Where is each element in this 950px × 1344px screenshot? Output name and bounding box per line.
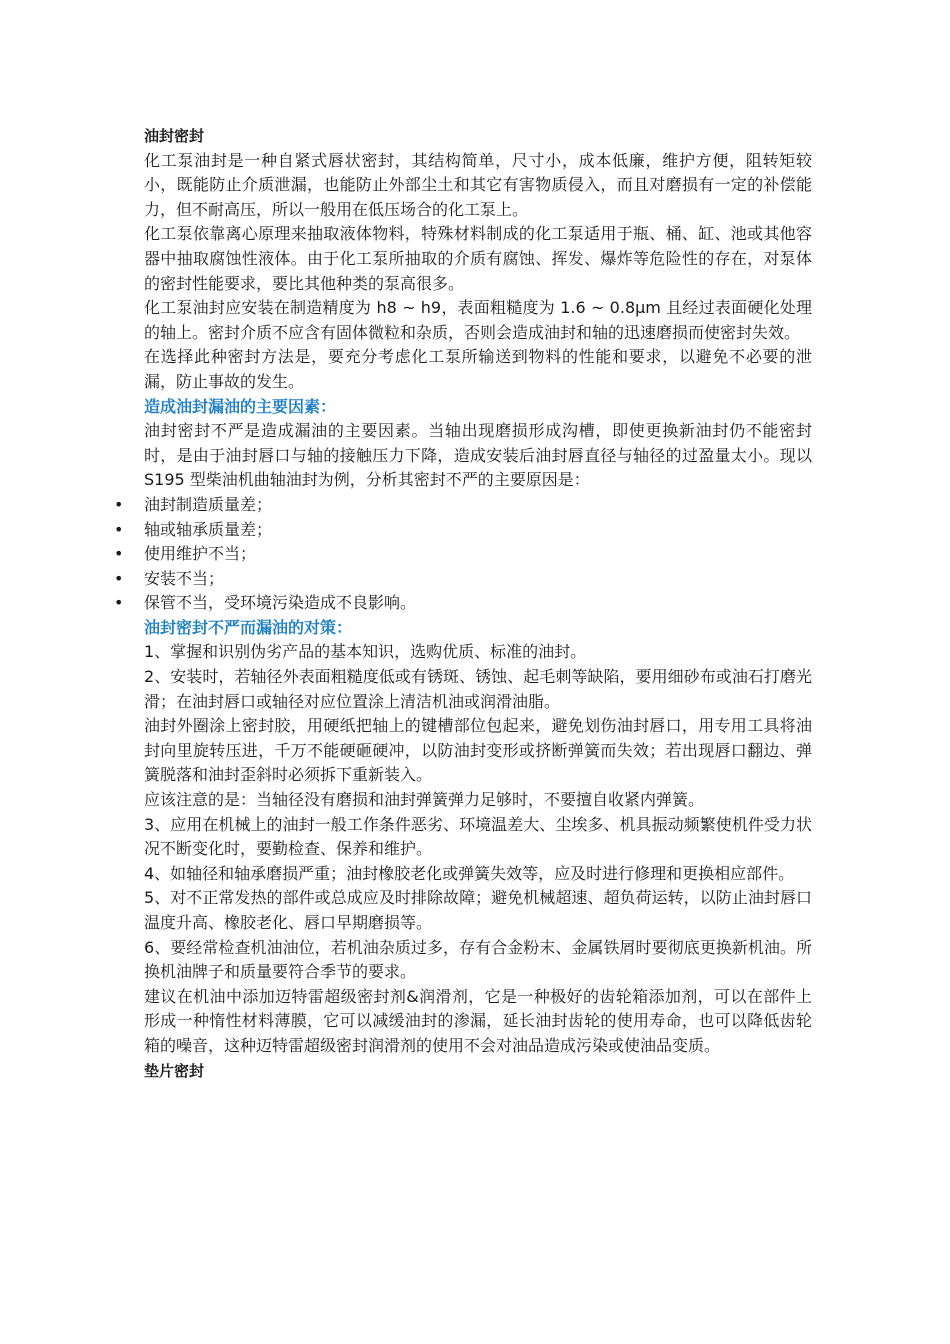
document-body: [114, 124, 812, 1083]
list-item-text: 轴或轴承质量差；: [144, 519, 273, 539]
list-item: [114, 591, 812, 616]
paragraph: 4、如轴径和轴承磨损严重；油封橡胶老化或弹簧失效等，应及时进行修理和更换相应部件。: [144, 863, 795, 883]
heading-countermeasures: 油封密封不严而漏油的对策：: [144, 617, 353, 637]
paragraph: 2、安装时，若轴径外表面粗糙度低或有锈斑、锈蚀、起毛刺等缺陷，要用细砂布或油石打磨光滑；在油封唇口或轴径对应位置涂上清洁机油或润滑油脂。: [144, 667, 812, 711]
cause-list: [114, 493, 812, 616]
list-item-text: 保管不当，受环境污染造成不良影响。: [144, 593, 417, 613]
paragraph: 化工泵油封是一种自紧式唇状密封，其结构简单，尺寸小，成本低廉，维护方便，阻转矩较小，既能防止介质泄漏，也能防止外部尘土和其它有害物质侵入，而且对磨损有一定的补偿能力，但不耐高压，所以一般用在低压场合的化工泵上。: [144, 150, 812, 219]
paragraph: 油封外圈涂上密封胶，用硬纸把轴上的键槽部位包起来，避免划伤油封唇口，用专用工具将油封向里旋转压进，千万不能硬砸硬冲，以防油封变形或挤断弹簧而失效；若出现唇口翻边、弹簧脱落和油封歪斜时必须拆下重新装入。: [144, 716, 812, 785]
list-item-text: 使用维护不当；: [144, 544, 257, 564]
section-title-oil-seal: 油封密封: [144, 127, 205, 145]
paragraph: 3、应用在机械上的油封一般工作条件恶劣、环境温差大、尘埃多、机具振动频繁使机件受力状况不断变化时，要勤检查、保养和维护。: [144, 814, 812, 859]
section-title-gasket-seal: 垫片密封: [144, 1061, 205, 1080]
list-item: [114, 567, 812, 592]
paragraph: 化工泵油封应安装在制造精度为 h8 ~ h9，表面粗糙度为 1.6 ~ 0.8μm 且经过表面硬化处理的轴上。密封介质不应含有固体微粒和杂质，否则会造成油封和轴的迅速磨损而使密封失效。: [144, 298, 812, 342]
paragraph: 应该注意的是：当轴径没有磨损和油封弹簧弹力足够时，不要擅自收紧内弹簧。: [144, 790, 705, 810]
paragraph: 建议在机油中添加迈特雷超级密封剂&润滑剂，它是一种极好的齿轮箱添加剂，可以在部件上形成一种惰性材料薄膜，它可以减缓油封的渗漏，延长油封齿轮的使用寿命，也可以降低齿轮箱的噪音，这种迈特雷超级密封润滑剂的使用不会对油品造成污染或使油品变质。: [144, 986, 812, 1055]
bullet-icon: •: [114, 544, 124, 564]
heading-leak-causes: 造成油封漏油的主要因素：: [144, 396, 337, 416]
paragraph: 5、对不正常发热的部件或总成应及时排除故障；避免机械超速、超负荷运转，以防止油封唇口温度升高、橡胶老化、唇口早期磨损等。: [144, 888, 812, 932]
bullet-icon: •: [114, 494, 124, 514]
paragraph: 油封密封不严是造成漏油的主要因素。当轴出现磨损形成沟槽，即使更换新油封仍不能密封时，是由于油封唇口与轴的接触压力下降，造成安装后油封唇直径与轴径的过盈量太小。现以 S195 型柴油机曲轴油封为例，分析其密封不严的主要原因是：: [144, 421, 812, 490]
bullet-icon: •: [114, 568, 124, 588]
list-item-text: 油封制造质量差；: [144, 494, 273, 514]
list-item: [114, 542, 812, 567]
list-item: [114, 518, 812, 543]
list-item: [114, 493, 812, 518]
list-item-text: 安装不当；: [144, 568, 225, 588]
paragraph: 化工泵依靠离心原理来抽取液体物料，特殊材料制成的化工泵适用于瓶、桶、缸、池或其他容器中抽取腐蚀性液体。由于化工泵所抽取的介质有腐蚀、挥发、爆炸等危险性的存在，对泵体的密封性能要求，要比其他种类的泵高很多。: [144, 224, 812, 293]
paragraph: 在选择此种密封方法是，要充分考虑化工泵所输送到物料的性能和要求，以避免不必要的泄漏，防止事故的发生。: [144, 347, 812, 391]
bullet-icon: •: [114, 519, 124, 539]
bullet-icon: •: [114, 593, 124, 613]
paragraph: 6、要经常检查机油油位，若机油杂质过多，存有合金粉末、金属铁屑时要彻底更换新机油。所换机油牌子和质量要符合季节的要求。: [144, 937, 812, 982]
paragraph: 1、掌握和识别伪劣产品的基本知识，选购优质、标准的油封。: [144, 642, 587, 662]
